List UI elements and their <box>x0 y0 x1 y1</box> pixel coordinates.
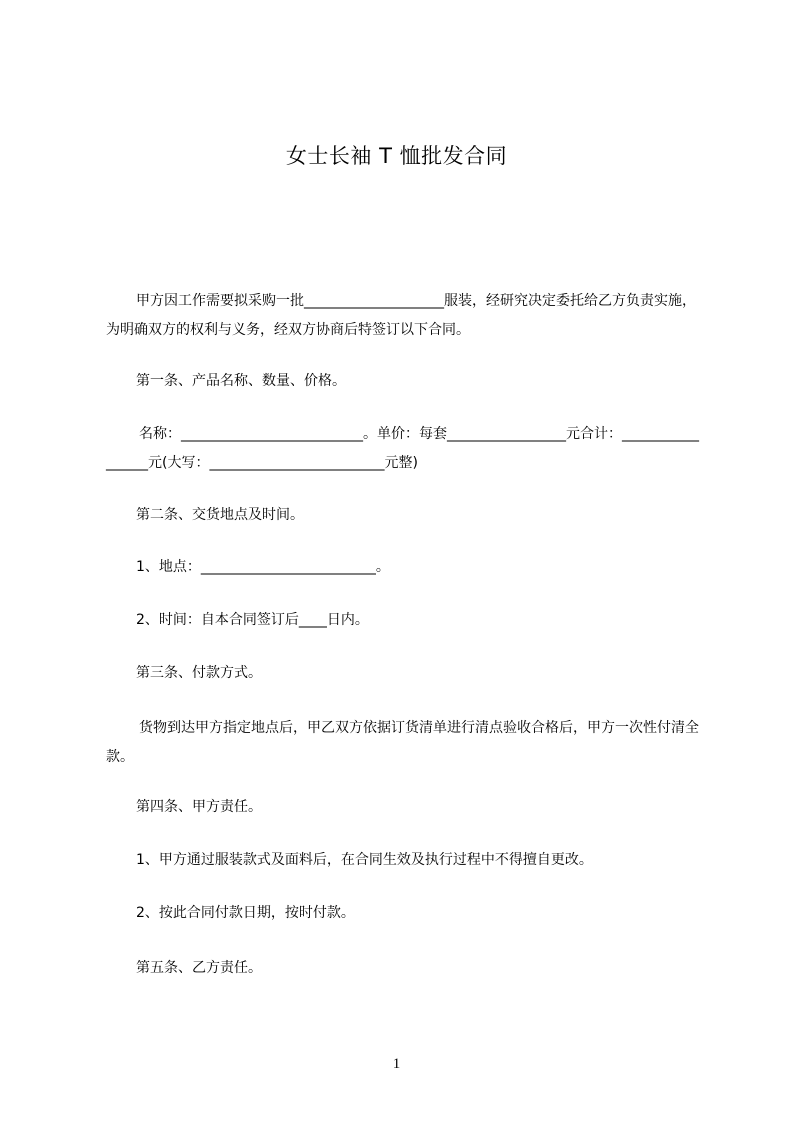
intro-paragraph: 甲方因工作需要拟采购一批____________________服装，经研究决定委托给乙方负责实施，为明确双方的权利与义务，经双方协商后特签订以下合同。 <box>106 293 696 338</box>
payment-terms-paragraph: 货物到达甲方指定地点后，甲乙双方依据订货清单进行清点验收合格后，甲方一次性付清全款。 <box>106 720 699 765</box>
article-5-heading: 第五条、乙方责任。 <box>136 960 262 976</box>
article-1-heading: 第一条、产品名称、数量、价格。 <box>136 373 346 389</box>
article-4-heading: 第四条、甲方责任。 <box>136 799 262 815</box>
article-3-heading: 第三条、付款方式。 <box>136 665 262 681</box>
name-price-paragraph: 名称：__________________________。单价：每套_________________元合计：_________________元(大写：_________________________元整) <box>106 426 699 471</box>
article-2-heading: 第二条、交货地点及时间。 <box>136 507 304 523</box>
delivery-location-item: 1、地点：_________________________。 <box>136 559 390 575</box>
party-a-item-2: 2、按此合同付款日期，按时付款。 <box>136 905 355 921</box>
party-a-item-1: 1、甲方通过服装款式及面料后，在合同生效及执行过程中不得擅自更改。 <box>136 852 593 868</box>
page-number: 1 <box>392 1056 401 1072</box>
delivery-time-item: 2、时间：自本合同签订后____日内。 <box>136 612 369 628</box>
contract-title: 女士长袖 T 恤批发合同 <box>285 144 508 168</box>
